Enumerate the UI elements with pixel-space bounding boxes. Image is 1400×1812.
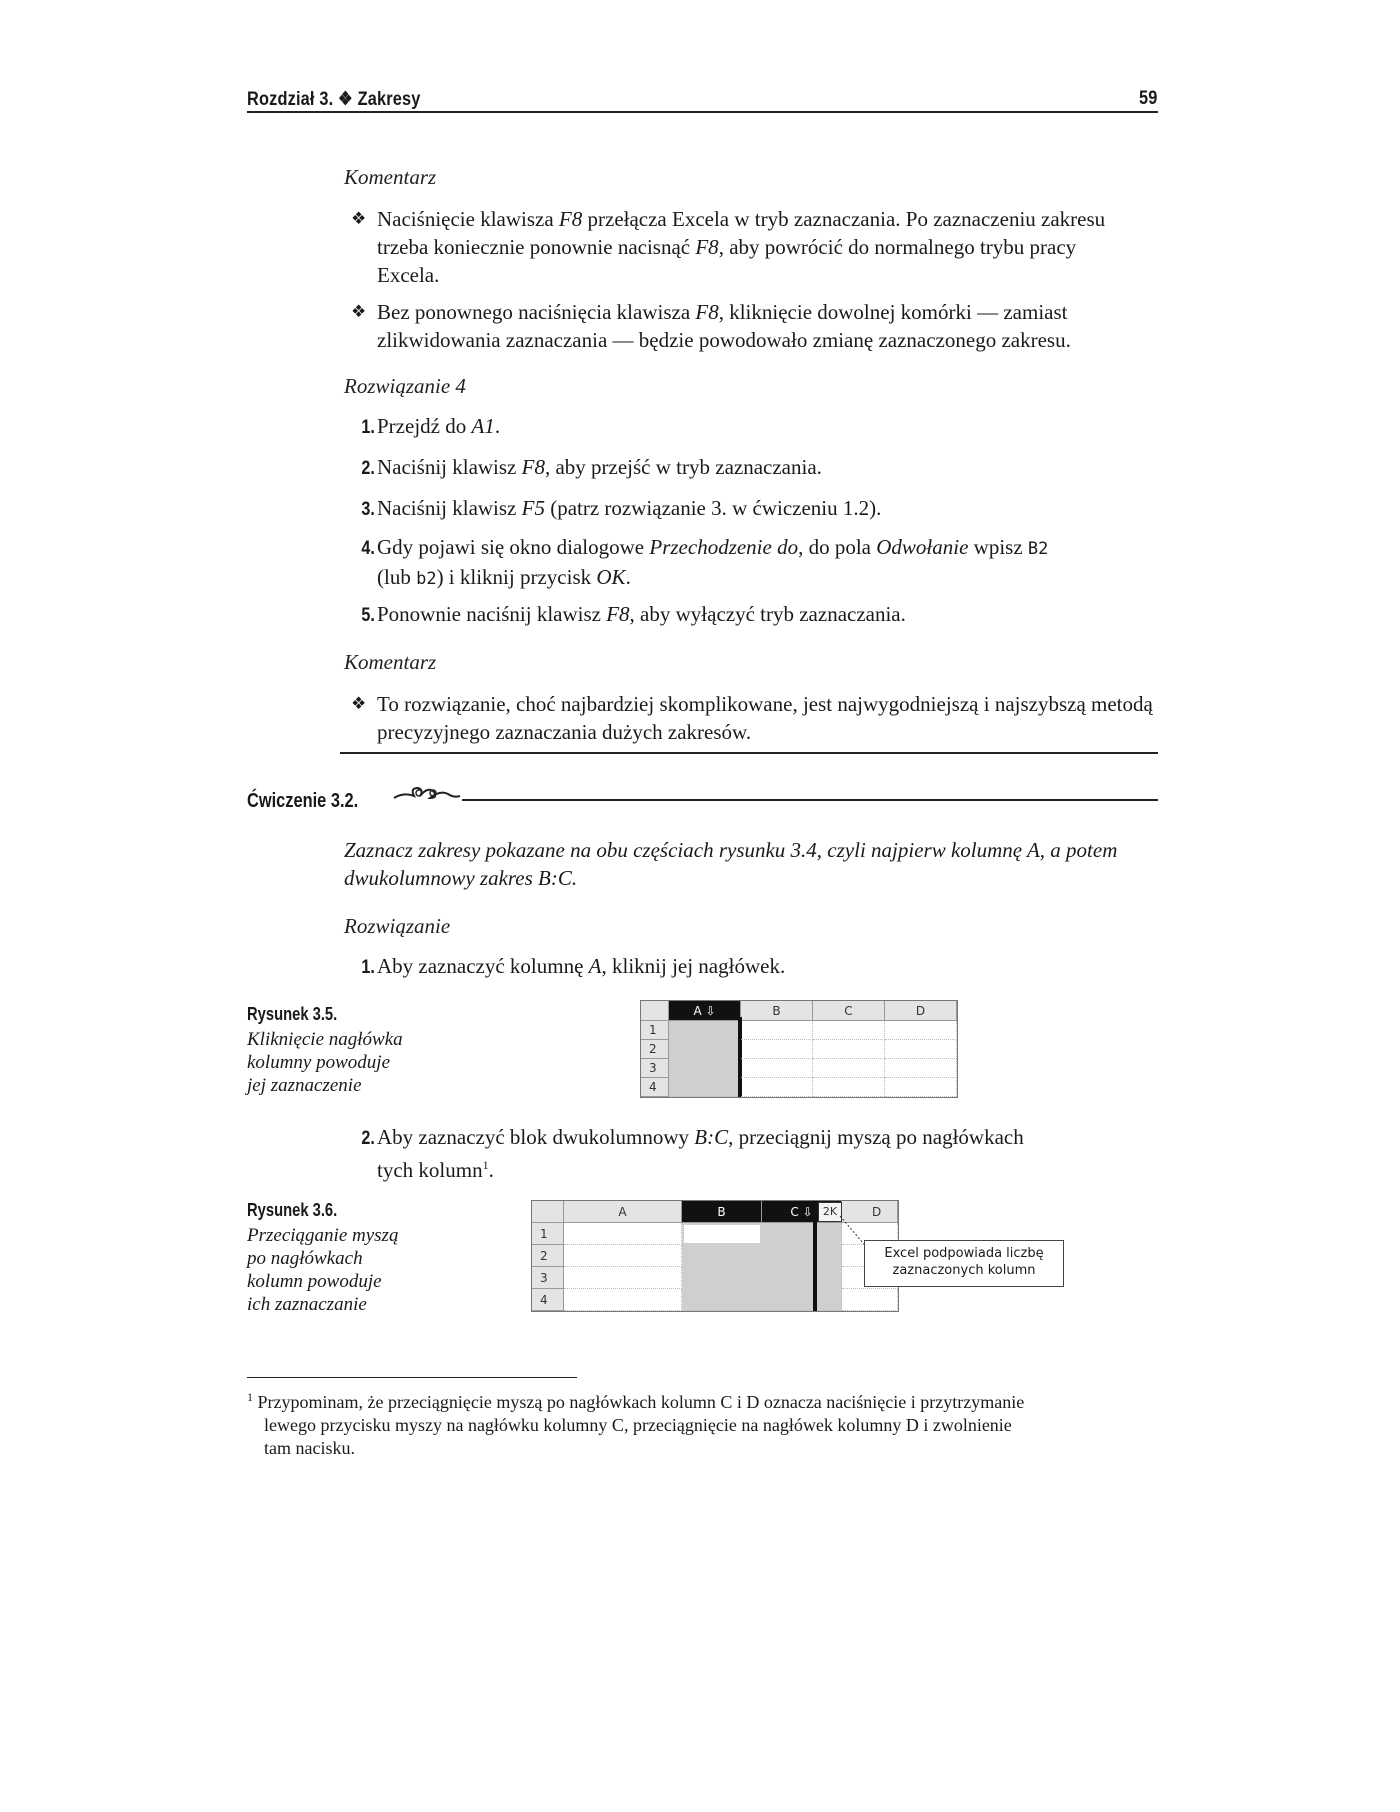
exercise-task: Zaznacz zakresy pokazane na obu częściach rysunku 3.4, czyli najpierw kolumnę A, a potem dwukolumnowy zakres B:C. (344, 838, 1118, 890)
cell[interactable] (741, 1021, 813, 1040)
page-number: 59 (1139, 88, 1158, 109)
selected-column-a[interactable] (669, 1021, 741, 1097)
column-header-b[interactable]: B (741, 1001, 813, 1021)
cell[interactable] (813, 1021, 885, 1040)
footnote: $^1$ Przypominam, że przeciągnięcie myszą po nagłówkach kolumn C i D oznacza naciśnięcie i przytrzymanie lewego przycisku myszy na nagłówku kolumny C, przeciągnięcie na nagłówek kolumny D i zwolnienie tam nacisku. (247, 1390, 1025, 1458)
column-header-a[interactable]: A ⇩ (669, 1001, 741, 1021)
diamond-bullet-icon: ❖ (351, 209, 367, 228)
step-item: 5. Ponownie naciśnij klawisz F8, aby wyłączyć tryb zaznaczania. (361, 602, 906, 626)
cell[interactable] (885, 1078, 957, 1097)
footnote-ref: 1 (482, 1158, 489, 1172)
figure-caption: Kliknięcie nagłówka kolumny powoduje jej zaznaczenie (247, 1029, 403, 1096)
callout-note: Excel podpowiada liczbę zaznaczonych kolumn (864, 1240, 1064, 1287)
row-header[interactable]: 2 (532, 1245, 564, 1267)
row-header[interactable]: 1 (641, 1021, 669, 1040)
step-item: 1. Przejdź do A1. (361, 414, 501, 438)
column-header-c[interactable]: C ⇩ (762, 1201, 842, 1223)
comment-bullet-1: ❖ Naciśnięcie klawisza F8 przełącza Excela w tryb zaznaczania. Po zaznaczeniu zakresu trzeba koniecznie ponownie nacisnąć F8, aby powrócić do normalnego trybu pracy Excela. (351, 207, 1106, 287)
figure-label: Rysunek 3.6. (247, 1200, 338, 1220)
column-count-tooltip: 2K (818, 1202, 842, 1222)
comment-bullet: ❖ To rozwiązanie, choć najbardziej skomplikowane, jest najwygodniejszą i najszybszą metodą precyzyjnego zaznaczania dużych zakresów. (351, 692, 1153, 744)
cell[interactable] (741, 1078, 813, 1097)
solution-heading: Rozwiązanie (344, 914, 451, 938)
step-item: 2. Naciśnij klawisz F8, aby przejść w tryb zaznaczania. (361, 455, 822, 479)
diamond-bullet-icon: ❖ (351, 694, 367, 713)
cell[interactable] (741, 1040, 813, 1059)
active-cell[interactable] (684, 1225, 760, 1243)
solution-heading: Rozwiązanie 4 (344, 374, 466, 398)
column-header-d[interactable]: D (885, 1001, 957, 1021)
row-header[interactable]: 3 (641, 1059, 669, 1078)
cell[interactable] (885, 1040, 957, 1059)
row-header[interactable]: 2 (641, 1040, 669, 1059)
header-rule (247, 111, 1158, 113)
figure-caption: Przeciąganie myszą po nagłówkach kolumn powoduje ich zaznaczanie (247, 1225, 399, 1315)
column-header-d[interactable]: D (842, 1201, 898, 1223)
ornament-icon (392, 782, 462, 804)
column-header-c[interactable]: C (813, 1001, 885, 1021)
section-rule (340, 752, 1158, 754)
corner-header (532, 1201, 564, 1223)
exercise-label: Ćwiczenie 3.2. (247, 790, 359, 812)
running-header-chapter: Rozdział 3. ❖ Zakresy (247, 89, 421, 110)
row-header[interactable]: 3 (532, 1267, 564, 1289)
row-header[interactable]: 4 (532, 1289, 564, 1311)
column-header-b[interactable]: B (682, 1201, 762, 1223)
cell[interactable] (564, 1223, 682, 1245)
cell[interactable] (564, 1245, 682, 1267)
spreadsheet-figure-3-5 (640, 1000, 958, 1098)
step-item: 1. Aby zaznaczyć kolumnę A, kliknij jej nagłówek. (361, 954, 786, 978)
cell[interactable] (885, 1059, 957, 1078)
row-header[interactable]: 4 (641, 1078, 669, 1097)
cell[interactable] (813, 1078, 885, 1097)
cell[interactable] (564, 1267, 682, 1289)
figure-label: Rysunek 3.5. (247, 1004, 338, 1024)
exercise-rule (462, 799, 1158, 801)
footnote-mark: 1 (247, 1390, 253, 1404)
step-item: 2. Aby zaznaczyć blok dwukolumnowy B:C, przeciągnij myszą po nagłówkach tych kolumn$^1$. (361, 1125, 1024, 1182)
row-header[interactable]: 1 (532, 1223, 564, 1245)
cell[interactable] (564, 1289, 682, 1311)
step-item: 3. Naciśnij klawisz F5 (patrz rozwiązanie 3. w ćwiczeniu 1.2). (361, 496, 882, 520)
cell[interactable] (885, 1021, 957, 1040)
comment-heading: Komentarz (344, 165, 437, 189)
footnote-rule (247, 1377, 577, 1378)
cell[interactable] (813, 1059, 885, 1078)
column-header-a[interactable]: A (564, 1201, 682, 1223)
corner-header (641, 1001, 669, 1021)
diamond-bullet-icon: ❖ (351, 302, 367, 321)
cell[interactable] (813, 1040, 885, 1059)
selection-border (813, 1219, 817, 1311)
cell[interactable] (842, 1289, 898, 1311)
step-item: 4. Gdy pojawi się okno dialogowe Przechodzenie do, do pola Odwołanie wpisz B2 (lub b2) i kliknij przycisk OK. (361, 535, 1049, 589)
comment-bullet-2: ❖ Bez ponownego naciśnięcia klawisza F8, kliknięcie dowolnej komórki — zamiast zlikwidowania zaznaczania — będzie powodowało zmianę zaznaczonego zakresu. (351, 300, 1071, 352)
cell[interactable] (741, 1059, 813, 1078)
comment-heading: Komentarz (344, 650, 437, 674)
